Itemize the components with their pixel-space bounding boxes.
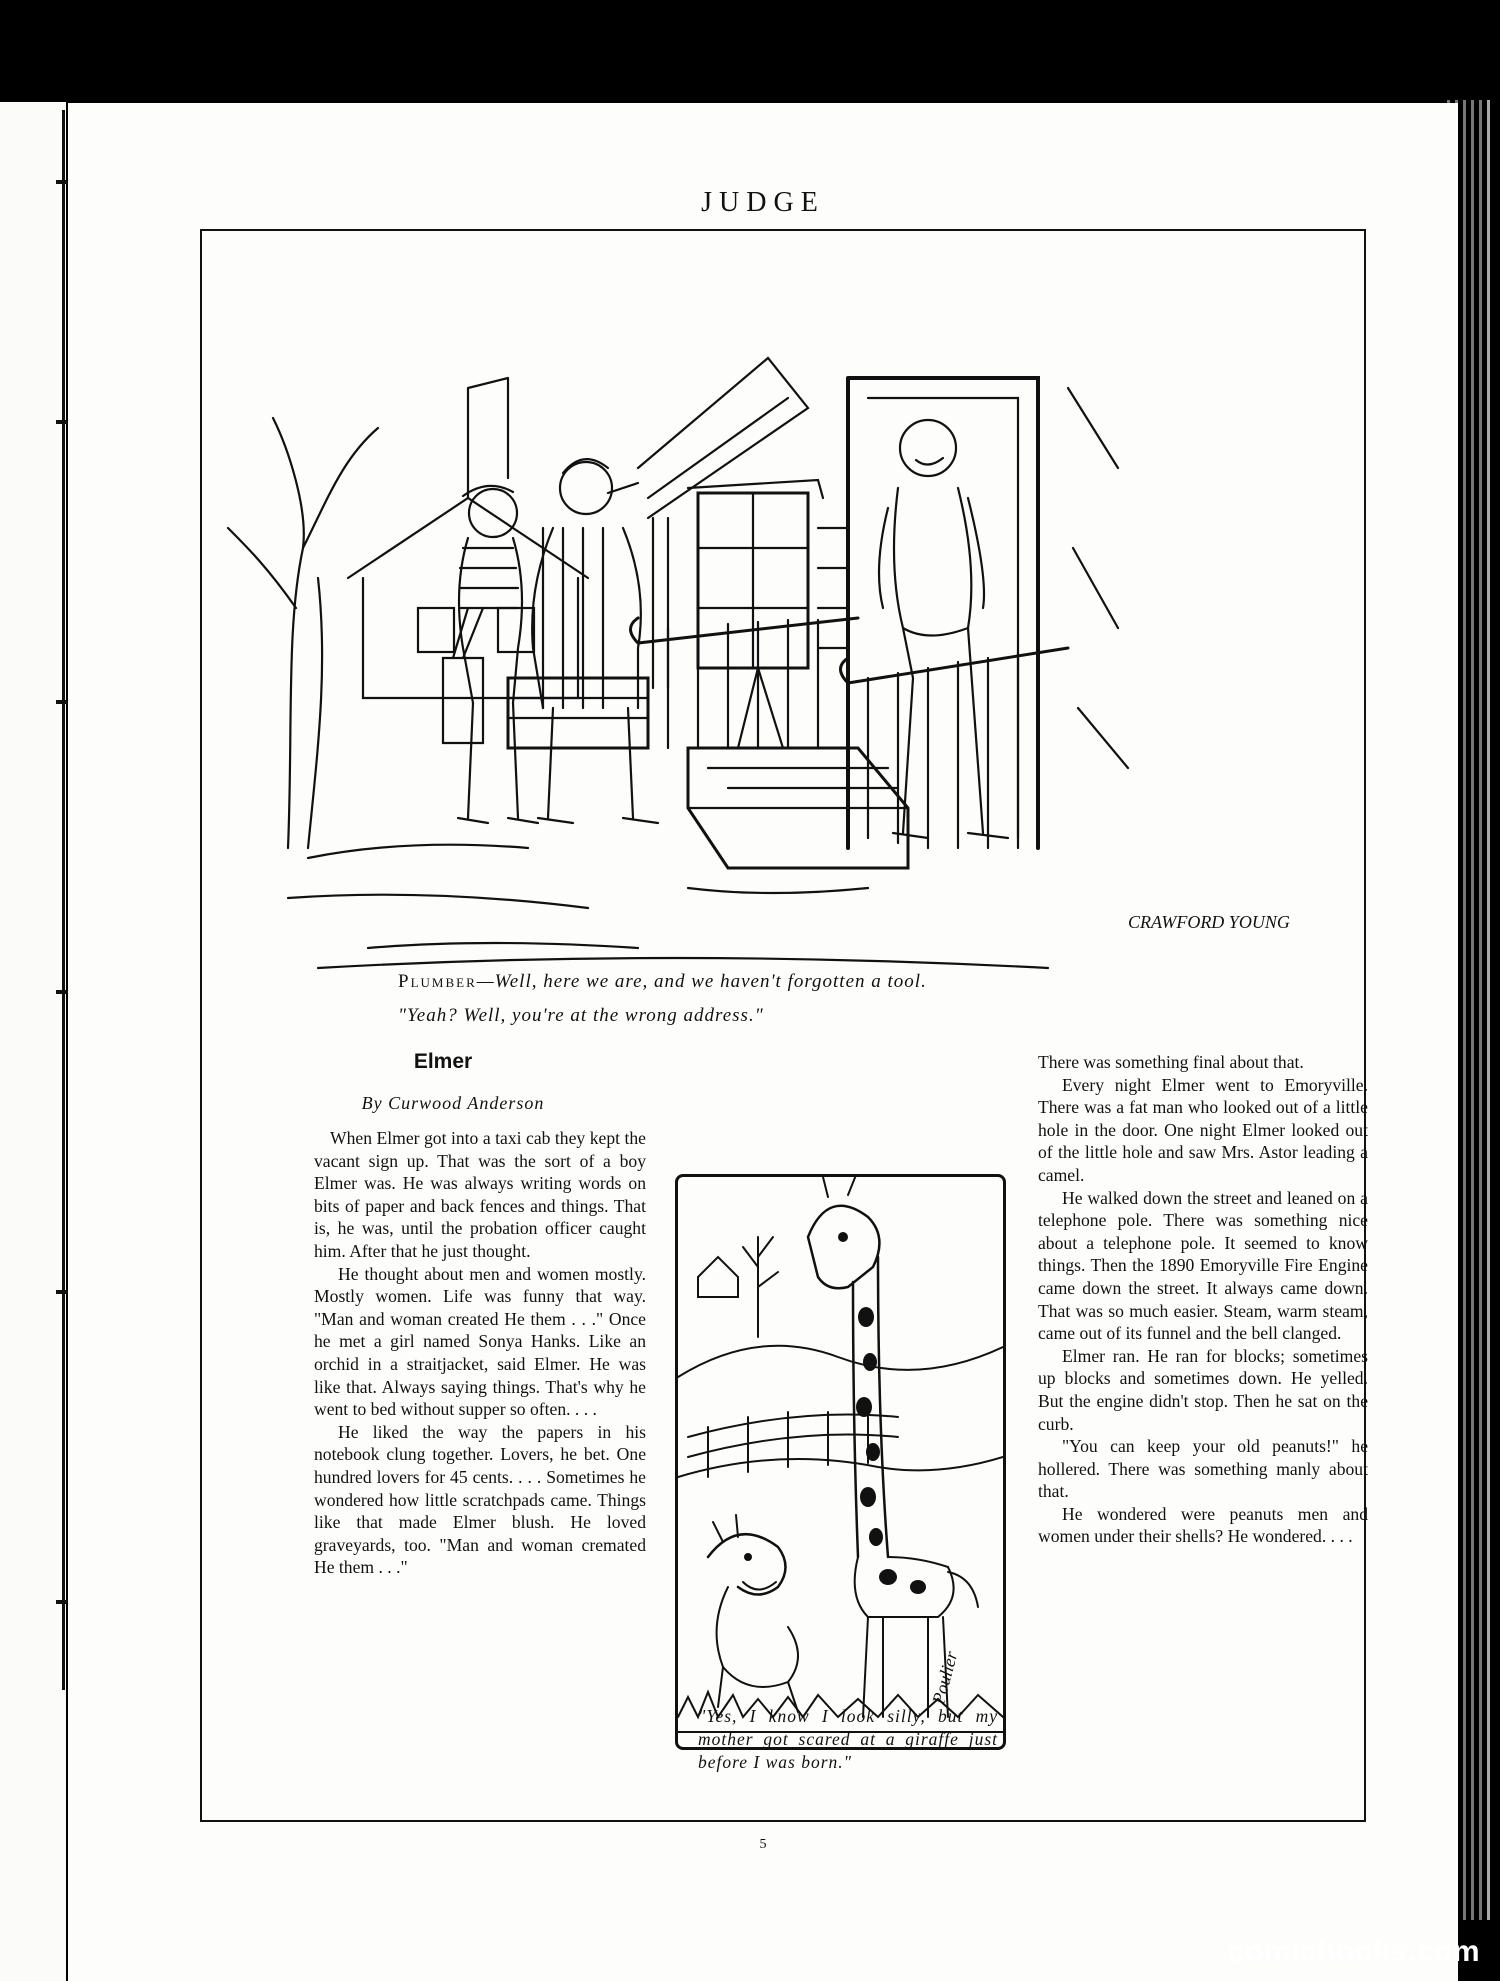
article-paragraph: He walked down the street and leaned on a telephone pole. There was something nice about a telephone pole. It seemed to know things. Then the 1890 Emoryville Fire Engine came down the street. It always came down. That was so much easier. Steam, warm steam, came out of its funnel and the bell clanged. [1038, 1187, 1368, 1344]
plumber-cartoon-illustration [168, 248, 1408, 1038]
article-byline: By Curwood Anderson [361, 1093, 545, 1113]
binding-gutter [62, 110, 65, 1690]
cartoon-caption [398, 965, 1298, 1033]
running-head: JUDGE [701, 187, 825, 218]
giraffe-cartoon-caption: "Yes, I know I look silly, but my mother got scared at a giraffe just before I was born." [698, 1706, 998, 1772]
article-paragraph: Every night Elmer went to Emoryville. There was a fat man who looked out of a little hole in the door. One night Elmer looked out of the little hole and saw Mrs. Astor leading a camel. [1038, 1074, 1368, 1185]
article-paragraph: He liked the way the papers in his notebook clung together. Lovers, he bet. One hundred lovers for 45 cents. . . . Sometimes he wondered how little scratchpads came. Things like that made Elmer blush. He loved graveyards, too. "Man and woman cremated He them . . ." [314, 1421, 646, 1578]
facing-page-edge [0, 102, 66, 1981]
page-number: 5 [759, 1837, 767, 1852]
article-paragraph: Elmer ran. He ran for blocks; sometimes up blocks and sometimes down. He yelled. But the engine didn't stop. Then he sat on the curb. [1038, 1345, 1368, 1434]
article-paragraph: He wondered were peanuts men and women under their shells? He wondered. . . . [1038, 1503, 1368, 1547]
caption-speaker: Plumber [398, 971, 477, 992]
caption-text-1: —Well, here we are, and we haven't forgotten a tool. [476, 971, 927, 992]
article-paragraph: There was something final about that. [1038, 1052, 1304, 1072]
article-column-left [314, 1127, 646, 1579]
article-paragraph: He thought about men and women mostly. Mostly women. Life was funny that way. "Man and woman created He them . . ." Once he met a girl named Sonya Hanks. Like an orchid in a straitjacket, said Elmer. He was like that. Always saying things. That's why he went to bed without supper so often. . . . [314, 1263, 646, 1420]
plumber-cartoon [168, 248, 1408, 1038]
article-paragraph: "You can keep your old peanuts!" he hollered. There was something manly about that. [1038, 1436, 1368, 1502]
caption-line-1 [398, 965, 1298, 999]
article-title: Elmer [413, 1050, 473, 1073]
giraffe-cartoon [675, 1174, 1006, 1750]
article-column-right [1038, 1051, 1368, 1548]
giraffe-cartoon-illustration [678, 1177, 1003, 1747]
site-watermark: comicbooks.com [1227, 1935, 1480, 1968]
article-paragraph: When Elmer got into a taxi cab they kept the vacant sign up. That was the sort of a boy Elmer was. He was always writing words on bits of paper and back fences and things. That is, he was, until the probation officer caught him. After that he just thought. [314, 1128, 646, 1261]
magazine-page [68, 103, 1458, 1981]
caption-line-2: "Yeah? Well, you're at the wrong address." [398, 1005, 764, 1026]
giraffe-cartoon-signature: Poulier [928, 1649, 962, 1707]
cartoon-signature: CRAWFORD YOUNG [1128, 912, 1290, 932]
